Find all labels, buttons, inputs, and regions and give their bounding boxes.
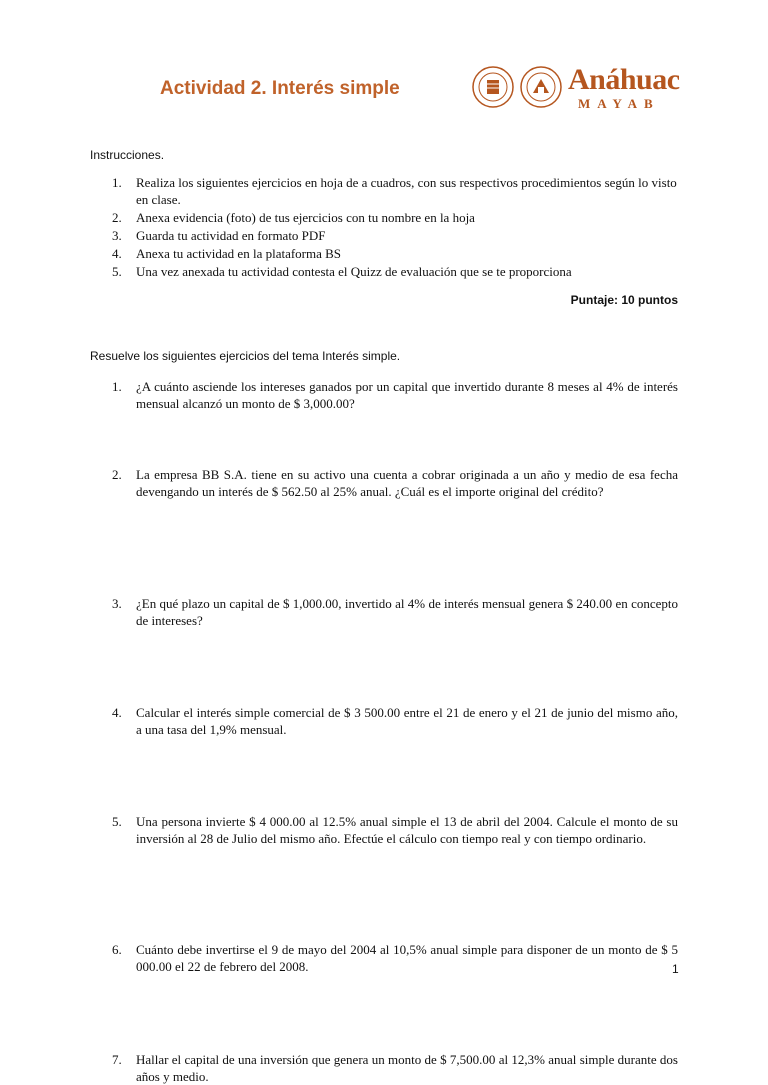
anahuac-mayab-logo	[472, 63, 682, 114]
exercise-item	[112, 466, 678, 500]
list-text: Anexa evidencia (foto) de tus ejercicios con tu nombre en la hoja	[136, 210, 475, 225]
brand-subname: MAYAB	[578, 96, 660, 111]
exercise-item	[112, 704, 678, 738]
list-number: 1.	[112, 175, 122, 190]
exercise-text: La empresa BB S.A. tiene en su activo una cuenta a cobrar originada a un año y medio de esa fecha devengando un interés de $ 562.50 al 25% anual. ¿Cuál es el importe original del crédito?	[136, 467, 678, 499]
exercise-item	[112, 941, 678, 975]
page-title: Actividad 2. Interés simple	[160, 78, 400, 99]
exercise-number: 6.	[112, 942, 122, 957]
list-item	[112, 263, 678, 280]
exercise-number: 1.	[112, 379, 122, 394]
mayab-seal-icon	[520, 66, 562, 108]
university-seal-icon	[472, 66, 514, 108]
list-number: 3.	[112, 228, 122, 243]
exercise-item	[112, 595, 678, 629]
page-number: 1	[672, 962, 679, 976]
exercise-text: Cuánto debe invertirse el 9 de mayo del 2004 al 10,5% anual simple para disponer de un monto de $ 5 000.00 el 22 de febrero del 2008.	[136, 942, 678, 974]
list-text: Anexa tu actividad en la plataforma BS	[136, 246, 342, 261]
exercise-number: 3.	[112, 596, 122, 611]
exercise-number: 2.	[112, 467, 122, 482]
list-text: Una vez anexada tu actividad contesta el Quizz de evaluación que se te proporciona	[136, 264, 572, 279]
exercise-number: 7.	[112, 1052, 122, 1067]
list-number: 5.	[112, 264, 122, 279]
list-item	[112, 209, 678, 226]
exercise-text: Hallar el capital de una inversión que genera un monto de $ 7,500.00 al 12,3% anual simple durante dos años y medio.	[136, 1052, 678, 1084]
list-text: Realiza los siguientes ejercicios en hoja de a cuadros, con sus respectivos procedimientos según lo visto en clase.	[136, 175, 677, 207]
list-item	[112, 227, 678, 244]
exercise-item	[112, 378, 678, 412]
list-number: 4.	[112, 246, 122, 261]
exercise-item	[112, 813, 678, 847]
list-item	[112, 174, 678, 208]
list-text: Guarda tu actividad en formato PDF	[136, 228, 326, 243]
exercise-text: ¿En qué plazo un capital de $ 1,000.00, invertido al 4% de interés mensual genera $ 240.00 en concepto de intereses?	[136, 596, 678, 628]
exercises-heading: Resuelve los siguientes ejercicios del tema Interés simple.	[90, 349, 401, 363]
exercise-text: Calcular el interés simple comercial de $ 3 500.00 entre el 21 de enero y el 21 de junio del mismo año, a una tasa del 1,9% mensual.	[136, 705, 678, 737]
brand-name: Anáhuac	[568, 63, 680, 96]
exercise-number: 5.	[112, 814, 122, 829]
instructions-heading: Instrucciones.	[90, 148, 165, 162]
instructions-list	[112, 174, 678, 281]
exercise-item	[112, 1051, 678, 1085]
exercise-number: 4.	[112, 705, 122, 720]
exercise-text: ¿A cuánto asciende los intereses ganados por un capital que invertido durante 8 meses al 4% de interés mensual alcanzó un monto de $ 3,000.00?	[136, 379, 678, 411]
score-label: Puntaje: 10 puntos	[570, 293, 678, 307]
list-item	[112, 245, 678, 262]
exercise-text: Una persona invierte $ 4 000.00 al 12.5% anual simple el 13 de abril del 2004. Calcule el monto de su inversión al 28 de Julio del mismo año. Efectúe el cálculo con tiempo real y con tiempo ordinario.	[136, 814, 678, 846]
list-number: 2.	[112, 210, 122, 225]
